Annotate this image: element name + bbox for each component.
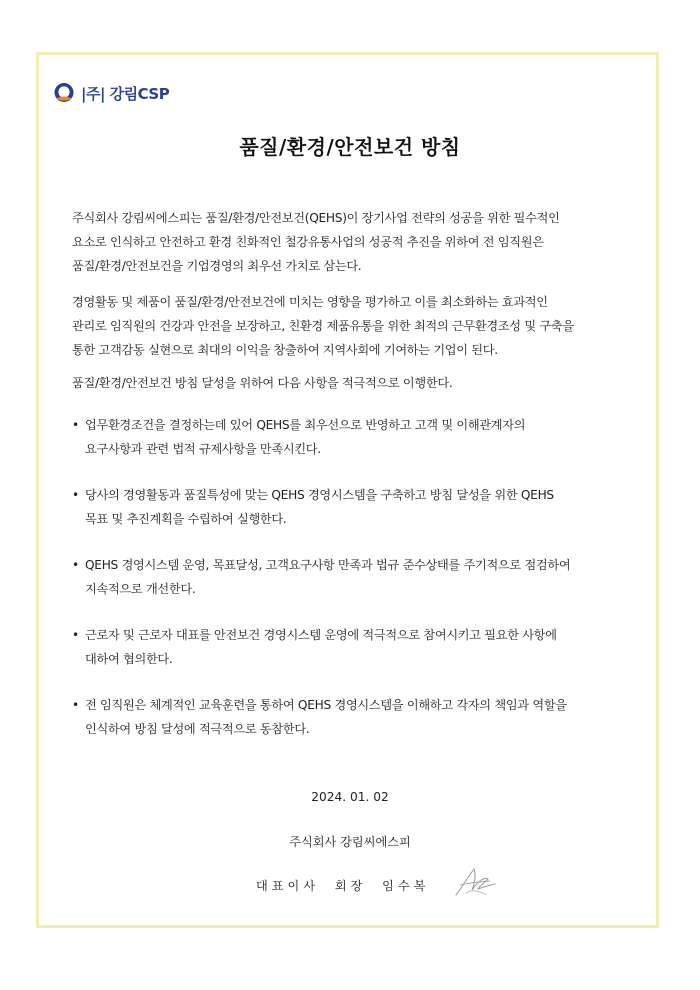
issue-date: 2024. 01. 02 <box>311 790 389 804</box>
company-logo <box>53 80 169 106</box>
bullet-marker: • <box>72 628 79 642</box>
company-logo-icon <box>53 82 75 104</box>
page-title: 품질/환경/안전보건 방침 <box>239 135 461 159</box>
policy-bullet-3 <box>72 553 642 601</box>
policy-bullet-2 <box>72 483 642 531</box>
intro-paragraph-3: 품질/환경/안전보건 방침 달성을 위하여 다음 사항을 적극적으로 이행한다. <box>72 376 453 390</box>
logo-text: |주| 강림CSP <box>81 84 170 103</box>
signer-line: 대표이사 회장 임수복 <box>256 879 430 893</box>
bullet-marker: • <box>72 488 79 502</box>
policy-bullet-5 <box>72 693 642 741</box>
bullet-text: 당사의 경영활동과 품질특성에 맞는 QEHS 경영시스템을 구축하고 방침 달성을 위한 QEHS 목표 및 추진계획을 수립하여 실행한다. <box>85 488 554 526</box>
company-name: 주식회사 강림씨에스피 <box>289 835 411 849</box>
bullet-text: QEHS 경영시스템 운영, 목표달성, 고객요구사항 만족과 법규 준수상태를 주기적으로 점검하여 지속적으로 개선한다. <box>85 558 571 596</box>
bullet-text: 전 임직원은 체계적인 교육훈련을 통하여 QEHS 경영시스템을 이해하고 각자의 책임과 역할을 인식하여 방침 달성에 적극적으로 동참한다. <box>85 698 567 736</box>
policy-bullet-1 <box>72 413 642 461</box>
bullet-text: 업무환경조건을 결정하는데 있어 QEHS를 최우선으로 반영하고 고객 및 이해관계자의 요구사항과 관련 법적 규제사항을 만족시킨다. <box>85 418 526 456</box>
handwritten-signature-icon <box>452 865 498 899</box>
bullet-marker: • <box>72 698 79 712</box>
intro-paragraph-1: 주식회사 강림씨에스피는 품질/환경/안전보건(QEHS)이 장기사업 전략의 성공을 위한 필수적인 요소로 인식하고 안전하고 환경 친화적인 철강유통사업의 성공적 추진을 위하여 전 임직원은 품질/환경/안전보건을 기업경영의 최우선 가치로 삼는다. <box>72 211 560 273</box>
bullet-marker: • <box>72 558 79 572</box>
bullet-marker: • <box>72 418 79 432</box>
policy-bullet-4 <box>72 623 642 671</box>
intro-paragraph-2: 경영활동 및 제품이 품질/환경/안전보건에 미치는 영향을 평가하고 이를 최소화하는 효과적인 관리로 임직원의 건강과 안전을 보장하고, 친환경 제품유통을 위한 최적의 근무환경조성 및 구축을 통한 고객감동 실현으로 최대의 이익을 창출하여 지역사회에 기여하는 기업이 된다. <box>72 295 574 357</box>
bullet-text: 근로자 및 근로자 대표를 안전보건 경영시스템 운영에 적극적으로 참여시키고 필요한 사항에 대하여 협의한다. <box>85 628 557 666</box>
